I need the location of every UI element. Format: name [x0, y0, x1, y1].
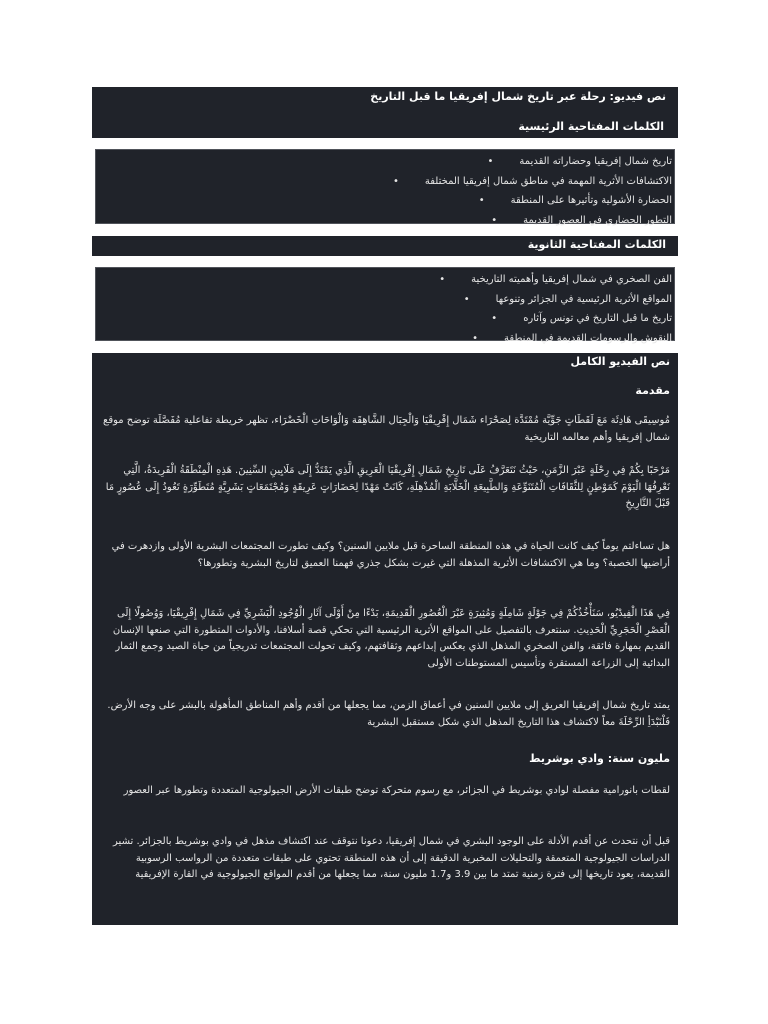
primary-keywords-heading: الكلمات المفتاحية الرئيسية: [518, 120, 664, 133]
video-script-block: [92, 353, 678, 925]
secondary-keywords-list-box: [95, 267, 675, 344]
primary-keywords-list-box: [95, 149, 675, 224]
list-item: الحضارة الأشولية وتأثيرها على المنطقة•: [96, 191, 672, 211]
bullet-icon: •: [392, 175, 399, 187]
list-item: الفن الصخري في شمال إفريقيا وأهميته التاريخية•: [96, 270, 672, 290]
primary-keywords-list: [96, 150, 674, 230]
intro-paragraph: هل تساءلتم يوماً كيف كانت الحياة في هذه المنطقة الساحرة قبل ملايين السنين؟ وكيف تطورت المجتمعات البشرية الأولى وازدهرت في أراضيها الخصبة؟ وما هي الاكتشافات الأثرية المذهلة التي غيرت بشكل جذري فهمنا العميق لتاريخ البشرية وتطورها؟: [111, 541, 670, 569]
list-item: الاكتشافات الأثرية المهمة في مناطق شمال إفريقيا المختلفة•: [96, 172, 672, 192]
list-item: تاريخ شمال إفريقيا وحضاراته القديمة•: [96, 152, 672, 172]
list-item: تاريخ ما قبل التاريخ في تونس وآثاره•: [96, 309, 672, 329]
intro-paragraph: فِي هَذَا الْفِيدْيُو، سَنَأْخُذُكُمْ فِي جَوْلَةٍ شَامِلَةٍ وَمُثِيرَةٍ عَبْرَ الْعُصُورِ الْقَدِيمَةِ، بَدْءًا مِنْ أَوْلَى آثَارِ الْوُجُودِ الْبَشَرِيِّ فِي شَمَالِ إِفْرِيقْيَا، وَوُصُولًا إِلَى الْعَصْرِ الْحَجَرِيِّ الْحَدِيثِ. سنتعرف بالتفصيل على المواقع الأثرية الرئيسية التي تحكي قصة أسلافنا، والأدوات المتطورة التي صنعها الإنسان القديم بمهارة فائقة، والفن الصخري المذهل الذي يعكس إبداعهم وثقافتهم، وكيف تحولت المجتمعات تدريجياً من حياة الصيد وجمع الثمار البدائية إلى الزراعة المستقرة وتأسيس المستوطنات الأولى: [112, 608, 670, 669]
intro-paragraph: يمتد تاريخ شمال إفريقيا العريق إلى ملايين السنين في أعماق الزمن، مما يجعلها من أقدم وأهم المناطق المأهولة بالبشر على وجه الأرض. فَلْنَبْدَأِ الرِّحْلَةَ معاً لاكتشاف هذا التاريخ المذهل الذي شكل مستقبل البشرية: [107, 700, 670, 728]
secondary-keywords-header: [92, 236, 678, 256]
intro-paragraph: مَرْحَبًا بِكُمْ فِي رِحْلَةٍ عَبْرَ الزَّمَنِ، حَيْثُ نَتَعَرَّفُ عَلَى تَارِيخِ شَمَالِ إِفْرِيقْيَا الْعَرِيقِ الَّذِي يَمْتَدُّ إِلَى مَلَايِينِ السِّنِينَ. هَذِهِ الْمِنْطَقَةُ الْفَرِيدَةُ، الَّتِي نَعْرِفُهَا الْيَوْمَ كَمَوْطِنٍ لِلثَّقَافَاتِ الْمُتَنَوِّعَةِ وَالطَّبِيعَةِ الْخَلَّابَةِ الْمُذْهِلَةِ، كَانَتْ مَهْدًا لِحَضَارَاتٍ عَرِيقَةٍ وَمُجْتَمَعَاتٍ بَشَرِيَّةٍ مُتَطَوِّرَةٍ تَعُودُ إِلَى عُصُورٍ مَا قَبْلَ التَّارِيخِ: [105, 465, 670, 509]
secondary-keywords-heading: الكلمات المفتاحية الثانوية: [527, 238, 666, 251]
document-title: نص فيديو: رحلة عبر تاريخ شمال إفريقيا ما قبل التاريخ: [370, 90, 666, 103]
title-block: [92, 87, 678, 138]
intro-paragraph: مُوسِيقَى هَادِئَة مَعَ لَقَطَاتٍ جَوِّيَّة مُمْتَدَّة لِصَحْرَاء شَمَال إِفْرِيقْيَا وَالْجِبَال الشَّاهِقَة وَالْوَاحَاتِ الْخَضْرَاء، تظهر خريطة تفاعلية مُفَصَّلَة توضح موقع شمال إفريقيا وأهم معالمه التاريخية: [103, 415, 670, 443]
section-paragraph: قبل أن نتحدث عن أقدم الأدلة على الوجود البشري في شمال إفريقيا، دعونا نتوقف عند اكتشاف مذهل في وادي بوشريط بالجزائر. تشير الدراسات الجيولوجية المتعمقة والتحليلات المخبرية الدقيقة إلى أن هذه المنطقة تحتوي على طبقات متعددة من الرواسب الرسوبية القديمة، يعود تاريخها إلى فترة زمنية تمتد ما بين 3.9 و1.7 مليون سنة، مما يجعلها من أقدم المواقع الجيولوجية في القارة الإفريقية: [113, 836, 670, 880]
bullet-icon: •: [472, 332, 479, 344]
bullet-icon: •: [439, 274, 446, 285]
intro-heading: مقدمة: [635, 384, 670, 397]
section-heading: مليون سنة: وادي بوشريط: [529, 752, 670, 765]
bullet-icon: •: [463, 293, 470, 305]
script-heading: نص الفيديو الكامل: [570, 355, 670, 368]
bullet-icon: •: [491, 313, 498, 324]
list-item: التطور الحضاري في العصور القديمة•: [96, 211, 672, 231]
section-paragraph: لقطات بانورامية مفصلة لوادي بوشريط في الجزائر، مع رسوم متحركة توضح طبقات الأرض الجيولوجية المتعددة وتطورها عبر العصور: [123, 785, 670, 796]
list-item: النقوش والرسومات القديمة في المنطقة•: [96, 329, 672, 349]
bullet-icon: •: [478, 195, 485, 206]
secondary-keywords-list: [96, 268, 674, 348]
bullet-icon: •: [487, 156, 494, 167]
bullet-icon: •: [491, 214, 498, 226]
list-item: المواقع الأثرية الرئيسية في الجزائر وتنوعها•: [96, 290, 672, 310]
